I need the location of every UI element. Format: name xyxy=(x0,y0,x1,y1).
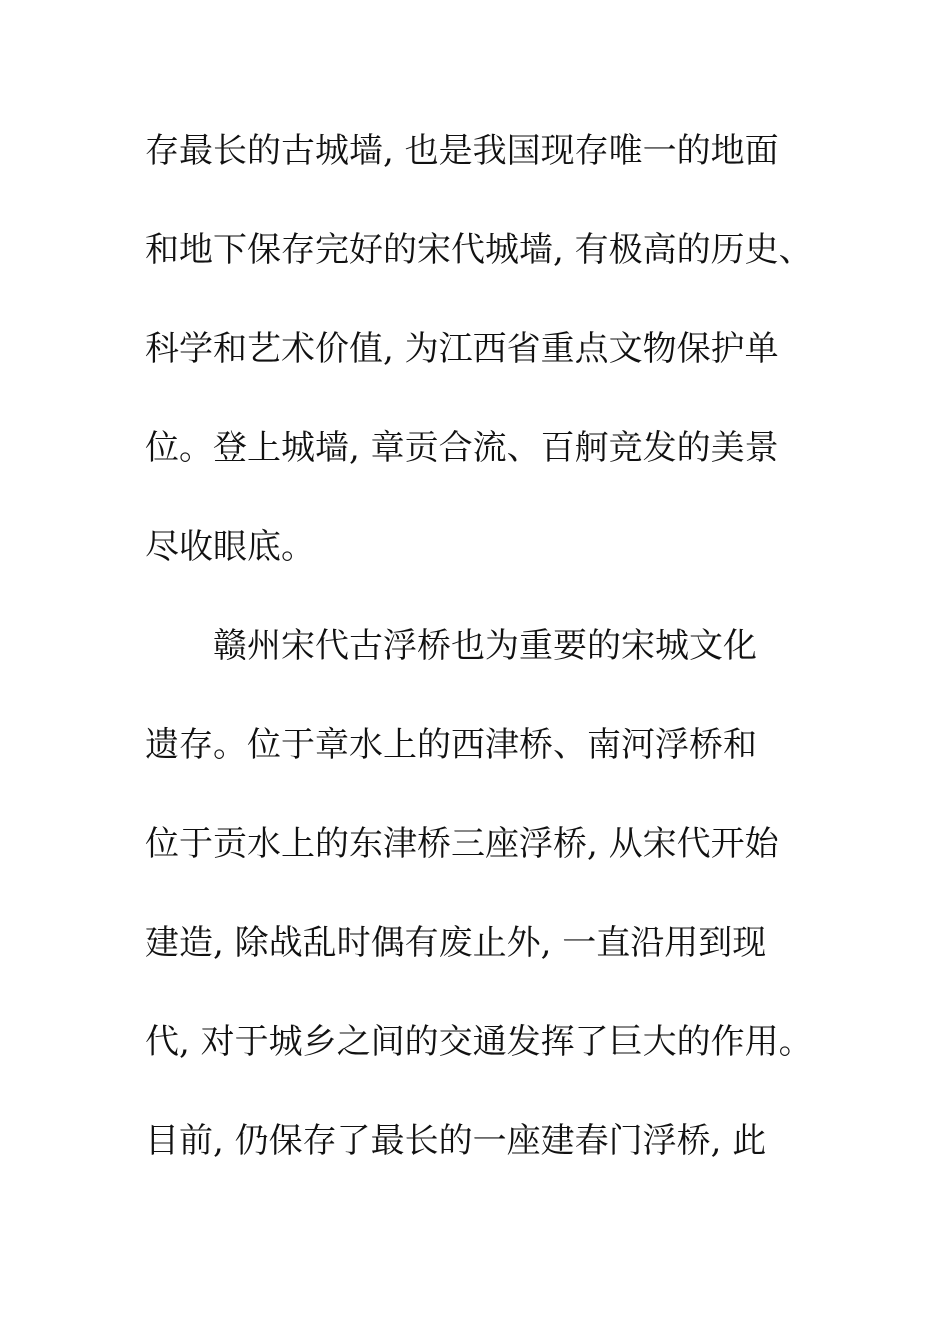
text-line: 科学和艺术价值, 为江西省重点文物保护单 xyxy=(145,329,779,369)
text-line: 建造, 除战乱时偶有废止外, 一直沿用到现 xyxy=(145,923,767,963)
text-line: 代, 对于城乡之间的交通发挥了巨大的作用。 xyxy=(145,1022,813,1062)
body-text xyxy=(145,118,845,1207)
text-line: 位。登上城墙, 章贡合流、百舸竞发的美景 xyxy=(145,428,779,468)
text-line: 存最长的古城墙, 也是我国现存唯一的地面 xyxy=(145,131,779,171)
text-line: 和地下保存完好的宋代城墙, 有极高的历史、 xyxy=(145,230,813,270)
text-line: 遗存。位于章水上的西津桥、南河浮桥和 xyxy=(145,725,757,765)
text-line: 尽收眼底。 xyxy=(145,527,315,567)
paragraph-start-line: 赣州宋代古浮桥也为重要的宋城文化 xyxy=(213,626,757,666)
text-line: 目前, 仍保存了最长的一座建春门浮桥, 此 xyxy=(145,1121,767,1161)
text-line: 位于贡水上的东津桥三座浮桥, 从宋代开始 xyxy=(145,824,779,864)
